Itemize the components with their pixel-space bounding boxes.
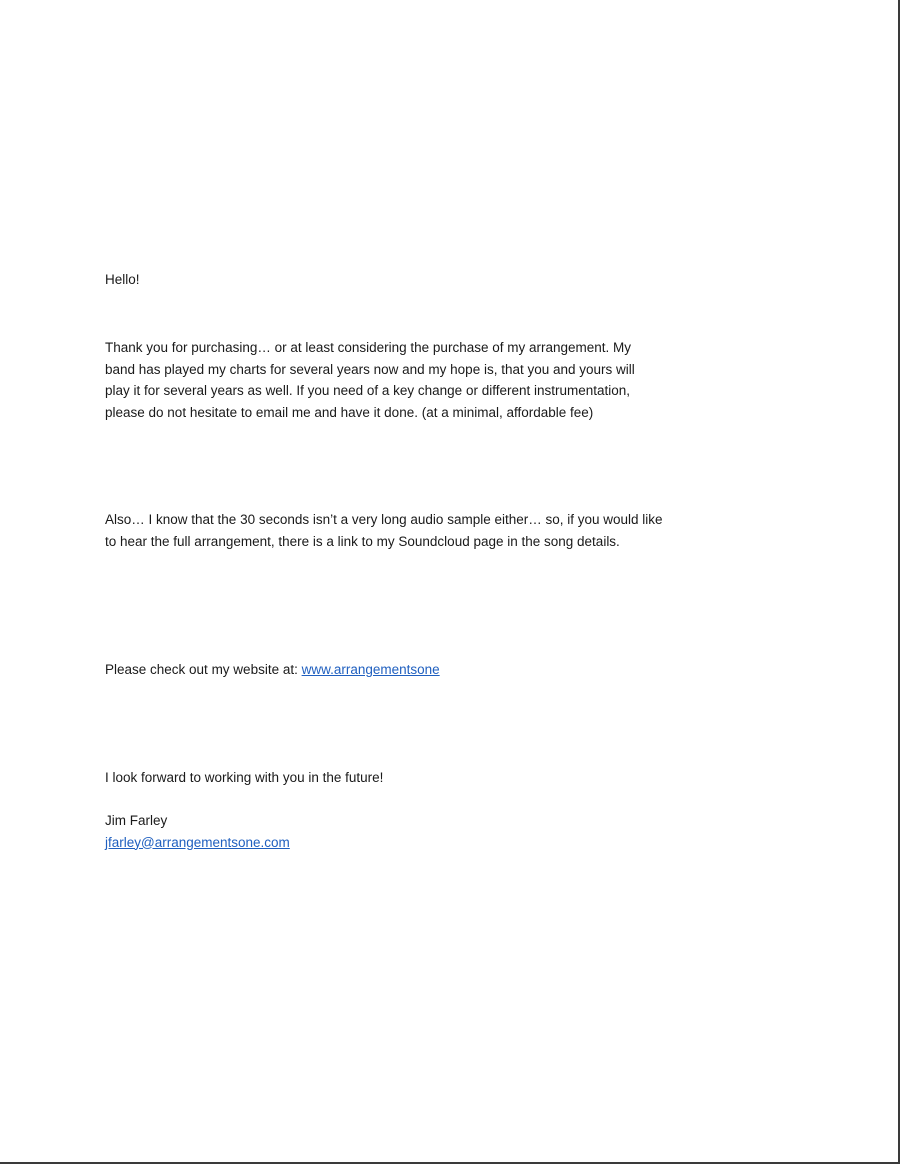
paragraph-line: band has played my charts for several years now and my hope is, that you and yours will [105,361,635,377]
website-prefix: Please check out my website at: [105,662,302,677]
closing-line: I look forward to working with you in the future! [105,770,384,785]
website-link[interactable]: www.arrangementsone [301,662,440,677]
signature [105,810,745,853]
greeting: Hello! [105,272,140,287]
signature-email-link[interactable]: jfarley@arrangementsone.com [105,834,290,850]
paragraph-line: to hear the full arrangement, there is a link to my Soundcloud page in the song details. [105,533,620,549]
signature-name: Jim Farley [105,813,168,828]
paragraph-line: Also… I know that the 30 seconds isn’t a very long audio sample either… so, if you would like [105,512,663,527]
paragraph-audio-sample [105,509,745,552]
paragraph-line: play it for several years as well. If you need of a key change or different instrumentation, [105,383,631,398]
paragraph-thanks [105,337,745,423]
paragraph-line: Thank you for purchasing… or at least considering the purchase of my arrangement. My [105,340,632,355]
website-line [105,659,745,681]
paragraph-line: please do not hesitate to email me and have it done. (at a minimal, affordable fee) [105,404,594,420]
